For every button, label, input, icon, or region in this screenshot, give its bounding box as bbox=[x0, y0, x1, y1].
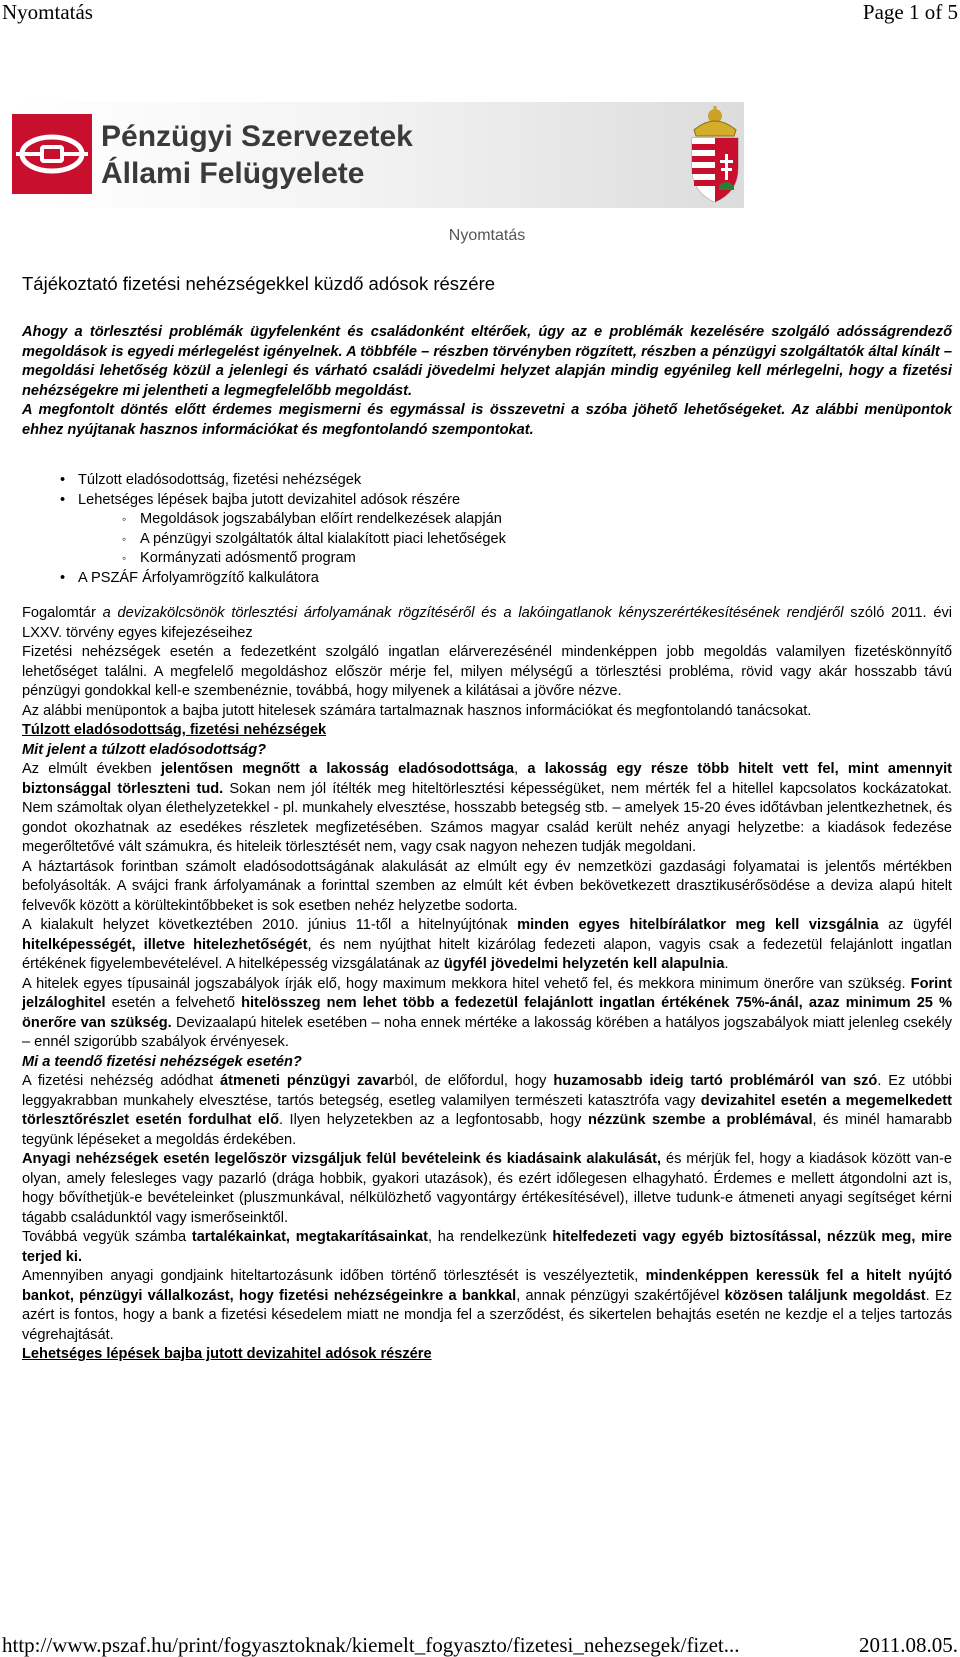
circle-bullet-icon: ◦ bbox=[122, 531, 127, 546]
menu-item[interactable]: • A PSZÁF Árfolyamrögzítő kalkulátora bbox=[22, 569, 952, 589]
banner-title-line1: Pénzügyi Szervezetek bbox=[101, 120, 413, 153]
paragraph-reserves: Továbbá vegyük számba tartalékainkat, megtakarításainkat, ha rendelkezünk hitelfedezeti vagy egyéb biztosítással, nézzük meg, mire terjed ki. bbox=[22, 1229, 952, 1265]
print-footer bbox=[0, 1633, 960, 1657]
pszaf-logo bbox=[12, 114, 92, 194]
submenu-item[interactable]: ◦ Megoldások jogszabályban előírt rendelkezések alapján bbox=[22, 510, 952, 530]
section-heading-2: Lehetséges lépések bajba jutott devizahitel adósok részére bbox=[22, 1346, 432, 1362]
banner-title bbox=[101, 118, 413, 192]
lead-paragraph-2: A megfontolt döntés előtt érdemes megismerni és egymással is összevetni a szóba jöhető lehetőségeket. Az alábbi menüpontok ehhez nyújtanak hasznos információkat és megfontolandó szempontokat. bbox=[22, 402, 952, 438]
menu-item[interactable]: • Túlzott eladósodottság, fizetési nehézségek bbox=[22, 471, 952, 491]
bullet-icon: • bbox=[60, 472, 66, 488]
page-label: Nyomtatás bbox=[448, 227, 526, 244]
question-heading-2: Mi a teendő fizetési nehézségek esetén? bbox=[22, 1053, 302, 1070]
paragraph-payment-difficulty: A fizetési nehézség adódhat átmeneti pénzügyi zavarból, de előfordul, hogy huzamosabb ideig tartó problémáról van szó. Ez utóbbi leggyakrabban munkahely elvesztése, tartós betegség, esetleg valamilyen természeti katasztrófa vagy devizahitel esetén a megemelkedett törlesztőrészlet esetén fordulhat elő. Ilyen helyzetekben az a legfontosabb, hogy nézzünk szembe a problémával, és minél hamarabb tegyünk lépéseket a megoldás érdekében. bbox=[22, 1073, 953, 1148]
paragraph-review-budget: Anyagi nehézségek esetén legelőször vizsgáljuk felül bevételeink és kiadásaink alakulását, és mérjük fel, hogy a kiadások között van-e olyan, amely felesleges vagy pazarló (drága hobbik, gyakori utazások), és ezért időlegesen elhagyható. Érdemes e mellett átgondolni azt is, hogy bővíthetjük-e bevételeinket (pluszmunkával, nélkülözhető vagyontárgy értékesítésével), illetve tudunk-e átmeneti anyagi segítséget kérni tágabb családunktól vagy ismerőseinktől. bbox=[22, 1151, 952, 1226]
question-heading-1: Mit jelent a túlzott eladósodottság? bbox=[22, 741, 267, 758]
intro-paragraph-2: Az alábbi menüpontok a bajba jutott hitelesek számára tartalmaznak hasznos információkat és megfontolandó tanácsokat. bbox=[22, 702, 812, 719]
banner-title-line2: Állami Felügyelete bbox=[101, 157, 365, 190]
paragraph-chf: A háztartások forintban számolt eladósodottságának alakulását az elmúlt egy év nemzetközi gazdasági folyamatai is jelentős mértékben befolyásolták. A svájci frank árfolyamának a forinttal szemben az elmúlt két évben bekövetkezett drasztikusérősödése a deviza alapú hitelt felvevők között a körültekintőbbeket is sok esetben nehéz helyzetbe sodorta. bbox=[22, 858, 952, 914]
pszaf-logo-icon bbox=[12, 114, 92, 194]
topic-menu bbox=[22, 471, 952, 588]
menu-item[interactable]: • Lehetséges lépések bajba jutott devizahitel adósok részére bbox=[22, 491, 952, 511]
article bbox=[22, 220, 952, 1365]
circle-bullet-icon: ◦ bbox=[122, 551, 127, 565]
intro-paragraph-1: Fizetési nehézségek esetén a fedezetként szolgáló ingatlan elárverezésénél mindenképpen jobb megoldás valamilyen fizetéskönnyítő lehetőséget találni. A megfelelő megoldáshoz először mérje fel, milyen mélységű a törlesztési probléma, rövid vagy akár hosszabb távú pénzügyi gondokkal kell-e szembenéznie, továbbá, hogy milyenek a kilátásai a jövőre nézve. bbox=[22, 644, 952, 699]
submenu-item[interactable]: ◦ A pénzügyi szolgáltatók által kialakított piaci lehetőségek bbox=[22, 530, 952, 550]
print-header-page: Page 1 of 5 bbox=[862, 0, 958, 24]
coat-of-arms-icon bbox=[688, 106, 742, 204]
paragraph-contact-bank: Amennyiben anyagi gondjaink hiteltartozásunk időben történő törlesztését is veszélyeztetik, mindenképpen keressük fel a hitelt nyújtó bankot, pénzügyi vállalkozást, hogy fizetési nehézségeinkre a bankkal, annak pénzügyi szakértőjével közösen találjunk megoldást. Ez azért is fontos, hogy a bank a fizetési késedelem miatt ne mondja fel a szerződést, és sikertelen behajtás esetén ne kezdje el a teljes tartozás végrehajtását. bbox=[22, 1268, 953, 1343]
bullet-icon: • bbox=[60, 569, 66, 586]
submenu-item[interactable]: ◦ Kormányzati adósmentő program bbox=[22, 549, 952, 569]
lead-paragraph-1: Ahogy a törlesztési problémák ügyfelenként és családonként eltérőek, úgy az e problémák kezelésére szolgáló adósságrendező megoldások is egyedi mérlegelést igényelnek. A többféle – részben törvényben rögzített, részben a pénzügyi szolgáltatók által kínált – megoldási lehetőség közül a jelenlegi és várható családi jövedelmi helyzet alapján mindig egyénileg kell mérlegelni, hogy a fizetési nehézségekre mi jelentheti a legmegfelelőbb megoldást. bbox=[22, 324, 952, 399]
paragraph-loan-limits: A hitelek egyes típusainál jogszabályok írják elő, hogy maximum mekkora hitel vehető fel, és mekkora minimum önerőre van szükség. Forint jelzáloghitel esetén a felvehető hitelösszeg nem lehet több a fedezetül felajánlott ingatlan értékének 75%-ánál, azaz minimum 25 % önerőre van szükség. Devizaalapú hitelek esetében – noha ennek mértéke a lakosság körében a hatályos jogszabályok miatt jelenleg csekély – ennél szigorúbb szabályok érvényesek. bbox=[22, 975, 952, 1050]
print-header-title: Nyomtatás bbox=[2, 0, 93, 24]
glossary-link[interactable]: Fogalomtár a devizakölcsönök törlesztési árfolyamának rögzítéséről és a lakóingatlanok kényszerértékesítésének rendjéről szóló 2011. évi LXXV. törvény egyes kifejezéseihez bbox=[22, 605, 953, 641]
paragraph-creditworthiness: A kialakult helyzet következtében 2010. június 11-től a hitelnyújtónak minden egyes hitelbírálatkor meg kell vizsgálnia az ügyfél hitelképességét, illetve hitelezhetőségét, és nem nyújthat hitelt kizárólag fedezeti alapon, vagyis csak a fedezetül felajánlott ingatlan értékének figyelembevételével. A hitelképesség vizsgálatának az ügyfél jövedelmi helyzetén kell alapulnia. bbox=[22, 917, 953, 972]
section-heading-1: Túlzott eladósodottság, fizetési nehézségek bbox=[22, 722, 327, 738]
circle-bullet-icon: ◦ bbox=[122, 512, 127, 526]
paragraph-debt-growth: Az elmúlt években jelentősen megnőtt a lakosság eladósodottsága, a lakosság egy része több hitelt vett fel, mint amennyit biztonsággal törleszteni tud. Sokan nem jól ítélték meg hiteltörlesztési képességüket, nem mérték fel a hitellel kapcsolatos kockázatokat. Nem számoltak olyan élethelyzetekkel - pl. munkahely elvesztése, hosszabb betegség stb. – amelyek 15-20 éves időtávban jelentkezhetnek, és gondot okozhatnak az esedékes részletek megfizetésében. Számos magyar család került nehéz anyagi helyzetbe: a kiadások fedezése megerőltetővé vált számukra, és hiteleik törlesztését nem, vagy csak nagyon nehezen tudják megoldani. bbox=[22, 761, 952, 855]
site-banner bbox=[10, 102, 744, 208]
print-footer-url: http://www.pszaf.hu/print/fogyasztoknak/kiemelt_fogyaszto/fizetesi_nehezsegek/fizet... bbox=[2, 1633, 740, 1657]
print-footer-date: 2011.08.05. bbox=[859, 1633, 958, 1657]
print-header bbox=[0, 0, 960, 24]
bullet-icon: • bbox=[60, 491, 66, 508]
page-title: Tájékoztató fizetési nehézségekkel küzdő adósok részére bbox=[22, 272, 496, 294]
